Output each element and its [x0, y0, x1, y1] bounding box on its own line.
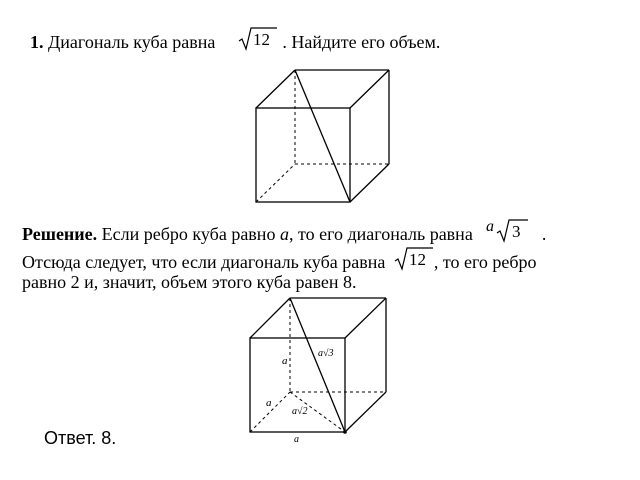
label-edge-a-bottom-left: a: [266, 397, 272, 409]
problem-text-before: Диагональ куба равна: [48, 32, 216, 52]
label-edge-a-bottom: a: [294, 434, 299, 444]
cube2-vertex-dot: [343, 430, 347, 434]
cube1-space-diagonal: [295, 70, 350, 202]
solution-text-2a: Отсюда следует, что если диагональ куба равна: [22, 252, 386, 272]
radical-sign-icon: [485, 218, 529, 244]
label-space-diagonal: a√3: [318, 348, 334, 359]
cube1-hidden-edge: [256, 164, 295, 202]
sqrt-a3: [485, 218, 529, 245]
problem-text-after: . Найдите его объем.: [282, 32, 441, 52]
radical-sign-icon: [238, 26, 278, 52]
problem-statement: [30, 26, 440, 53]
cube2-edge: [345, 392, 386, 432]
radicand: 12: [252, 30, 270, 49]
solution-line-1: [22, 218, 546, 245]
solution-text-3: равно 2 и, значит, объем этого куба равен 8.: [22, 272, 357, 292]
cube1-edge: [256, 70, 295, 108]
solution-line-3: [22, 272, 357, 293]
sqrt-12: [238, 26, 278, 53]
solution-line-2: [22, 246, 537, 273]
solution-text-1a: Если ребро куба равно: [101, 224, 276, 244]
label-face-diagonal: a√2: [292, 406, 308, 417]
cube2-edge: [345, 298, 386, 338]
radicand: 12: [408, 250, 426, 269]
sqrt-12-b: [394, 246, 434, 273]
cube-figure-1: [252, 66, 392, 206]
problem-number: 1.: [30, 32, 44, 52]
cube1-edge: [350, 164, 389, 202]
answer: Ответ. 8.: [44, 428, 117, 448]
cube-figure-2: [246, 294, 392, 444]
var-a: a: [279, 224, 289, 244]
solution-text-1b: , то его диагональ равна: [288, 224, 473, 244]
cube1-edge: [350, 70, 389, 108]
cube2-edge: [250, 298, 290, 338]
sqrt-coefficient: a: [486, 218, 495, 235]
label-edge-a-left: a: [282, 355, 288, 367]
radical-sign-icon: [394, 246, 434, 272]
solution-label: Решение.: [22, 224, 98, 244]
solution-text-2b: , то его ребро: [433, 252, 537, 272]
solution-text-1c: .: [541, 224, 547, 244]
sqrt-radicand: 3: [512, 222, 521, 241]
